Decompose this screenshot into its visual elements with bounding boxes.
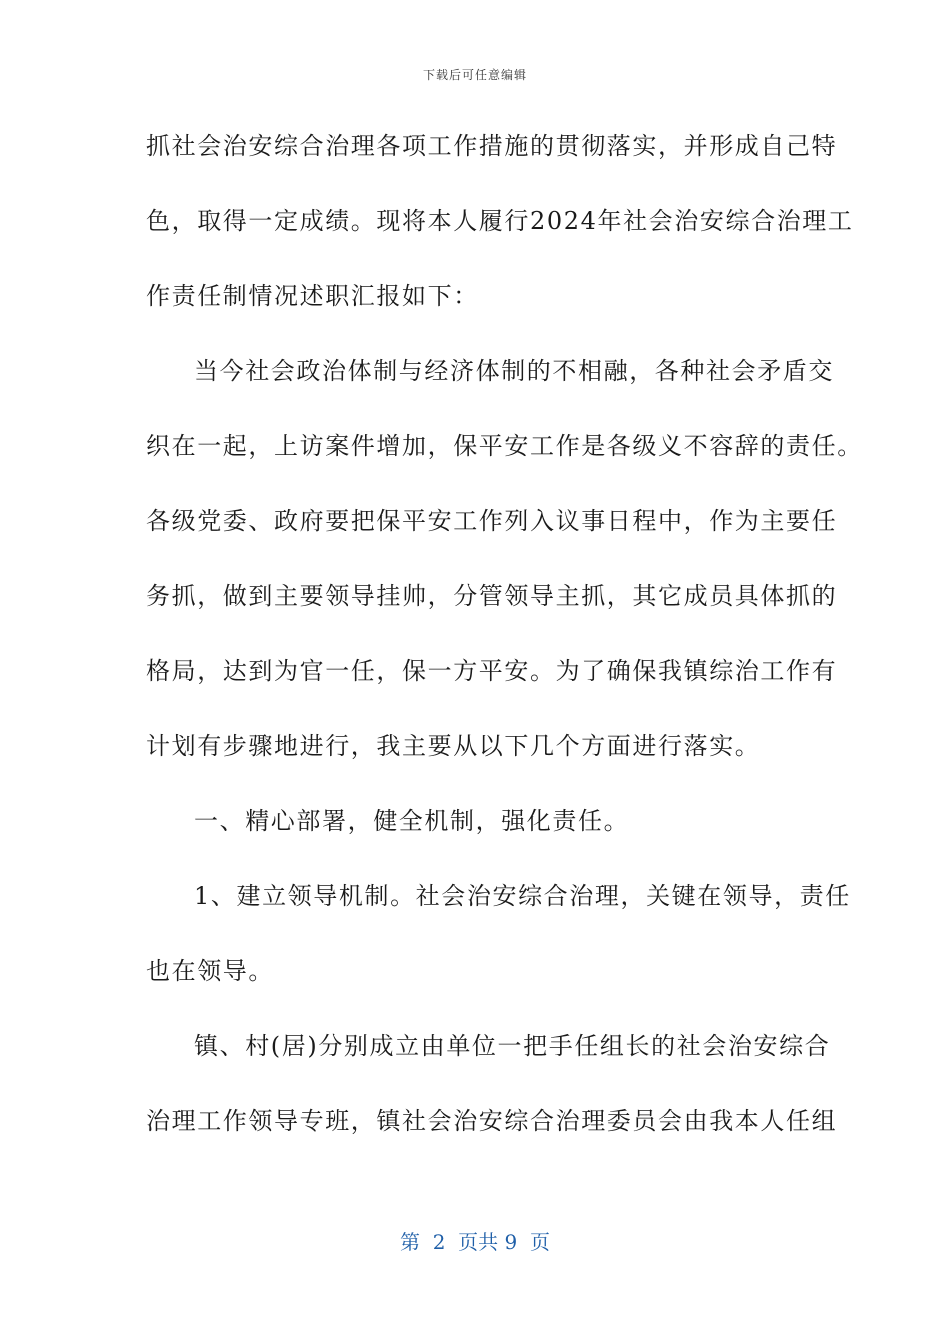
body-line-13: 镇、村(居)分别成立由单位一把手任组长的社会治安综合 bbox=[194, 1032, 831, 1060]
body-line-11: 1、建立领导机制。社会治安综合治理，关键在领导，责任 bbox=[194, 882, 851, 910]
body-line-2: 色，取得一定成绩。现将本人履行2024年社会治安综合治理工 bbox=[146, 207, 854, 235]
body-line-8: 格局，达到为官一任，保一方平安。为了确保我镇综治工作有 bbox=[146, 657, 838, 685]
body-line-9: 计划有步骤地进行，我主要从以下几个方面进行落实。 bbox=[146, 732, 761, 760]
header-note: 下载后可任意编辑 bbox=[422, 68, 527, 82]
body-line-5: 织在一起，上访案件增加，保平安工作是各级义不容辞的责任。 bbox=[146, 432, 863, 460]
body-line-3: 作责任制情况述职汇报如下： bbox=[146, 282, 479, 310]
section-heading-1: 一、精心部署，健全机制，强化责任。 bbox=[194, 807, 630, 835]
body-line-4: 当今社会政治体制与经济体制的不相融，各种社会矛盾交 bbox=[194, 357, 834, 385]
page-footer: 第 2 页共 9 页 bbox=[400, 1230, 550, 1254]
body-line-14: 治理工作领导专班，镇社会治安综合治理委员会由我本人任组 bbox=[146, 1107, 838, 1135]
body-line-12: 也在领导。 bbox=[146, 957, 274, 985]
body-line-1: 抓社会治安综合治理各项工作措施的贯彻落实，并形成自己特 bbox=[146, 132, 838, 160]
body-line-7: 务抓，做到主要领导挂帅，分管领导主抓，其它成员具体抓的 bbox=[146, 582, 838, 610]
body-line-6: 各级党委、政府要把保平安工作列入议事日程中，作为主要任 bbox=[146, 507, 838, 535]
